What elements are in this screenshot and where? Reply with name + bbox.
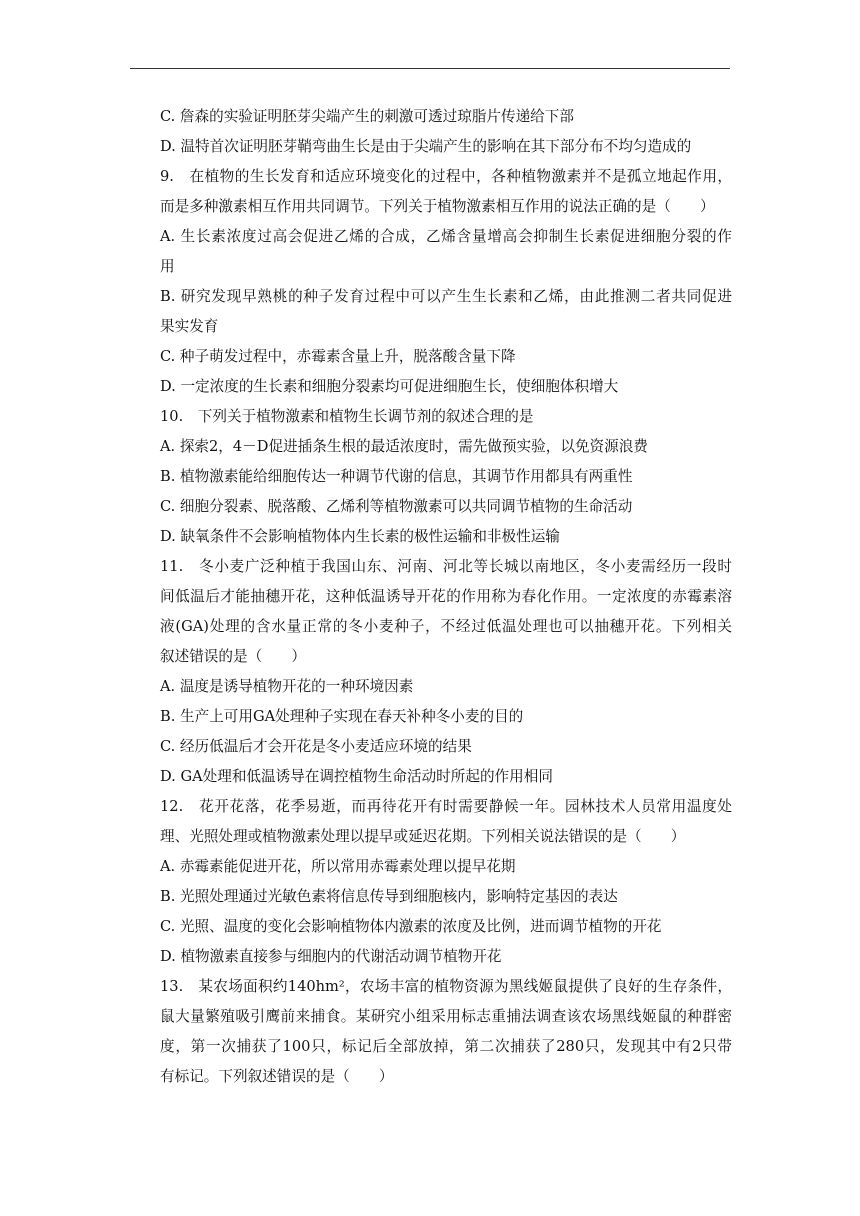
text-line: 鼠大量繁殖吸引鹰前来捕食。某研究小组采用标志重捕法调查该农场黑线姬鼠的种群密 xyxy=(160,1008,732,1025)
header-rule xyxy=(130,68,730,69)
option-line: D. 缺氧条件不会影响植物体内生长素的极性运输和非极性运输 xyxy=(160,528,560,545)
document-body xyxy=(160,102,732,1092)
text-line: 而是多种激素相互作用共同调节。下列关于植物激素相互作用的说法正确的是（ ） xyxy=(160,198,715,215)
text-line: 间低温后才能抽穗开花，这种低温诱导开花的作用称为春化作用。一定浓度的赤霉素溶 xyxy=(160,588,732,605)
question-12-line: 12. 花开花落，花季易逝，而再待花开有时需要静候一年。园林技术人员常用温度处 xyxy=(160,798,732,815)
text-line: 液(GA)处理的含水量正常的冬小麦种子，不经过低温处理也可以抽穗开花。下列相关 xyxy=(160,618,732,635)
option-line: B. 研究发现早熟桃的种子发育过程中可以产生生长素和乙烯，由此推测二者共同促进 xyxy=(160,288,732,305)
question-11-line: 11. 冬小麦广泛种植于我国山东、河南、河北等长城以南地区，冬小麦需经历一段时 xyxy=(160,558,732,575)
text-line: 用 xyxy=(160,258,175,275)
option-line: C. 光照、温度的变化会影响植物体内激素的浓度及比例，进而调节植物的开花 xyxy=(160,918,662,935)
option-line: A. 温度是诱导植物开花的一种环境因素 xyxy=(160,678,414,695)
option-line: D. 一定浓度的生长素和细胞分裂素均可促进细胞生长，使细胞体积增大 xyxy=(160,378,619,395)
question-13-line: 13. 某农场面积约140hm²，农场丰富的植物资源为黑线姬鼠提供了良好的生存条件， xyxy=(160,978,732,995)
question-9-line: 9. 在植物的生长发育和适应环境变化的过程中，各种植物激素并不是孤立地起作用， xyxy=(160,168,732,185)
text-line: 理、光照处理或植物激素处理以提早或延迟花期。下列相关说法错误的是（ ） xyxy=(160,828,686,845)
option-line: A. 赤霉素能促进开花，所以常用赤霉素处理以提早花期 xyxy=(160,858,516,875)
question-10-line: 10. 下列关于植物激素和植物生长调节剂的叙述合理的是 xyxy=(160,408,534,425)
option-line: C. 经历低温后才会开花是冬小麦适应环境的结果 xyxy=(160,738,472,755)
option-line: D. 植物激素直接参与细胞内的代谢活动调节植物开花 xyxy=(160,948,502,965)
text-line: D. 温特首次证明胚芽鞘弯曲生长是由于尖端产生的影响在其下部分布不均匀造成的 xyxy=(160,138,692,155)
option-line: C. 种子萌发过程中，赤霉素含量上升，脱落酸含量下降 xyxy=(160,348,516,365)
option-line: B. 光照处理通过光敏色素将信息传导到细胞核内，影响特定基因的表达 xyxy=(160,888,618,905)
option-line: A. 生长素浓度过高会促进乙烯的合成，乙烯含量增高会抑制生长素促进细胞分裂的作 xyxy=(160,228,732,245)
text-line: C. 詹森的实验证明胚芽尖端产生的刺激可透过琼脂片传递给下部 xyxy=(160,108,574,125)
text-line: 叙述错误的是（ ） xyxy=(160,648,306,665)
option-line: B. 植物激素能给细胞传达一种调节代谢的信息，其调节作用都具有两重性 xyxy=(160,468,633,485)
option-line: B. 生产上可用GA处理种子实现在春天补种冬小麦的目的 xyxy=(160,708,524,725)
text-line: 有标记。下列叙述错误的是（ ） xyxy=(160,1068,394,1085)
text-line: 度，第一次捕获了100只，标记后全部放掉，第二次捕获了280只，发现其中有2只带 xyxy=(160,1038,732,1055)
option-line: A. 探索2，4－D促进插条生根的最适浓度时，需先做预实验，以免资源浪费 xyxy=(160,438,648,455)
option-line: D. GA处理和低温诱导在调控植物生命活动时所起的作用相同 xyxy=(160,768,553,785)
option-line: C. 细胞分裂素、脱落酸、乙烯利等植物激素可以共同调节植物的生命活动 xyxy=(160,498,633,515)
text-line: 果实发育 xyxy=(160,318,219,335)
